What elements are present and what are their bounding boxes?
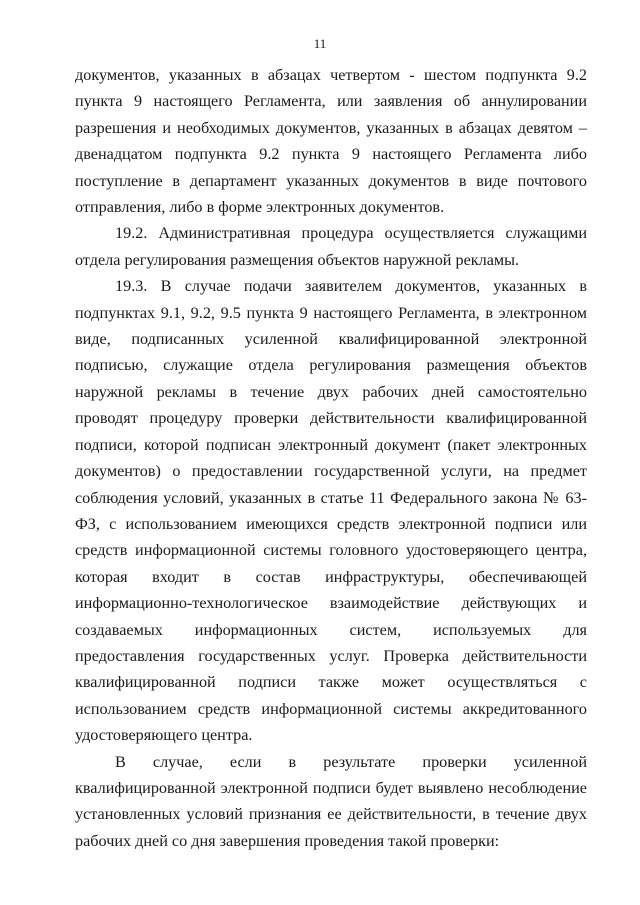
paragraph-continuation: документов, указанных в абзацах четвертом - шестом подпункта 9.2 пункта 9 настоящего Регламента, или заявления об аннулировании разрешения и необходимых документов, указанных в абзацах девятом – двенадцатом подпункта 9.2 пункта 9 настоящего Регламента либо поступление в департамент указанных документов в виде почтового отправления, либо в форме электронных документов. [75, 66, 587, 217]
page-number: 11 [313, 36, 327, 51]
paragraph-19-3: 19.3. В случае подачи заявителем документов, указанных в подпунктах 9.1, 9.2, 9.5 пункта 9 настоящего Регламента, в электронном виде, подписанных усиленной квалифицированной электронной подписью, служащие отдела регулирования размещения объектов наружной рекламы в течение двух рабочих дней самостоятельно проводят процедуру проверки действительности квалифицированной подписи, которой подписан электронный документ (пакет электронных документов) о предоставлении государственной услуги, на предмет соблюдения условий, указанных в статье 11 Федерального закона № 63-ФЗ, с использованием имеющихся средств электронной подписи или средств информационной системы головного удостоверяющего центра, которая входит в состав инфраструктуры, обеспечивающей информационно-технологическое взаимодействие действующих и создаваемых информационных систем, используемых для предоставления государственных услуг. Проверка действительности квалифицированной подписи также может осуществляться с использованием средств информационной системы аккредитованного удостоверяющего центра. [75, 277, 587, 745]
paragraph-19-2: 19.2. Административная процедура осуществляется служащими отдела регулирования размещения объектов наружной рекламы. [75, 224, 587, 269]
paragraph-signature-check-failure: В случае, если в результате проверки усиленной квалифицированной электронной подписи будет выявлено несоблюдение установленных условий признания ее действительности, в течение двух рабочих дней со дня завершения проведения такой проверки: [75, 752, 587, 850]
document-body [75, 62, 587, 854]
